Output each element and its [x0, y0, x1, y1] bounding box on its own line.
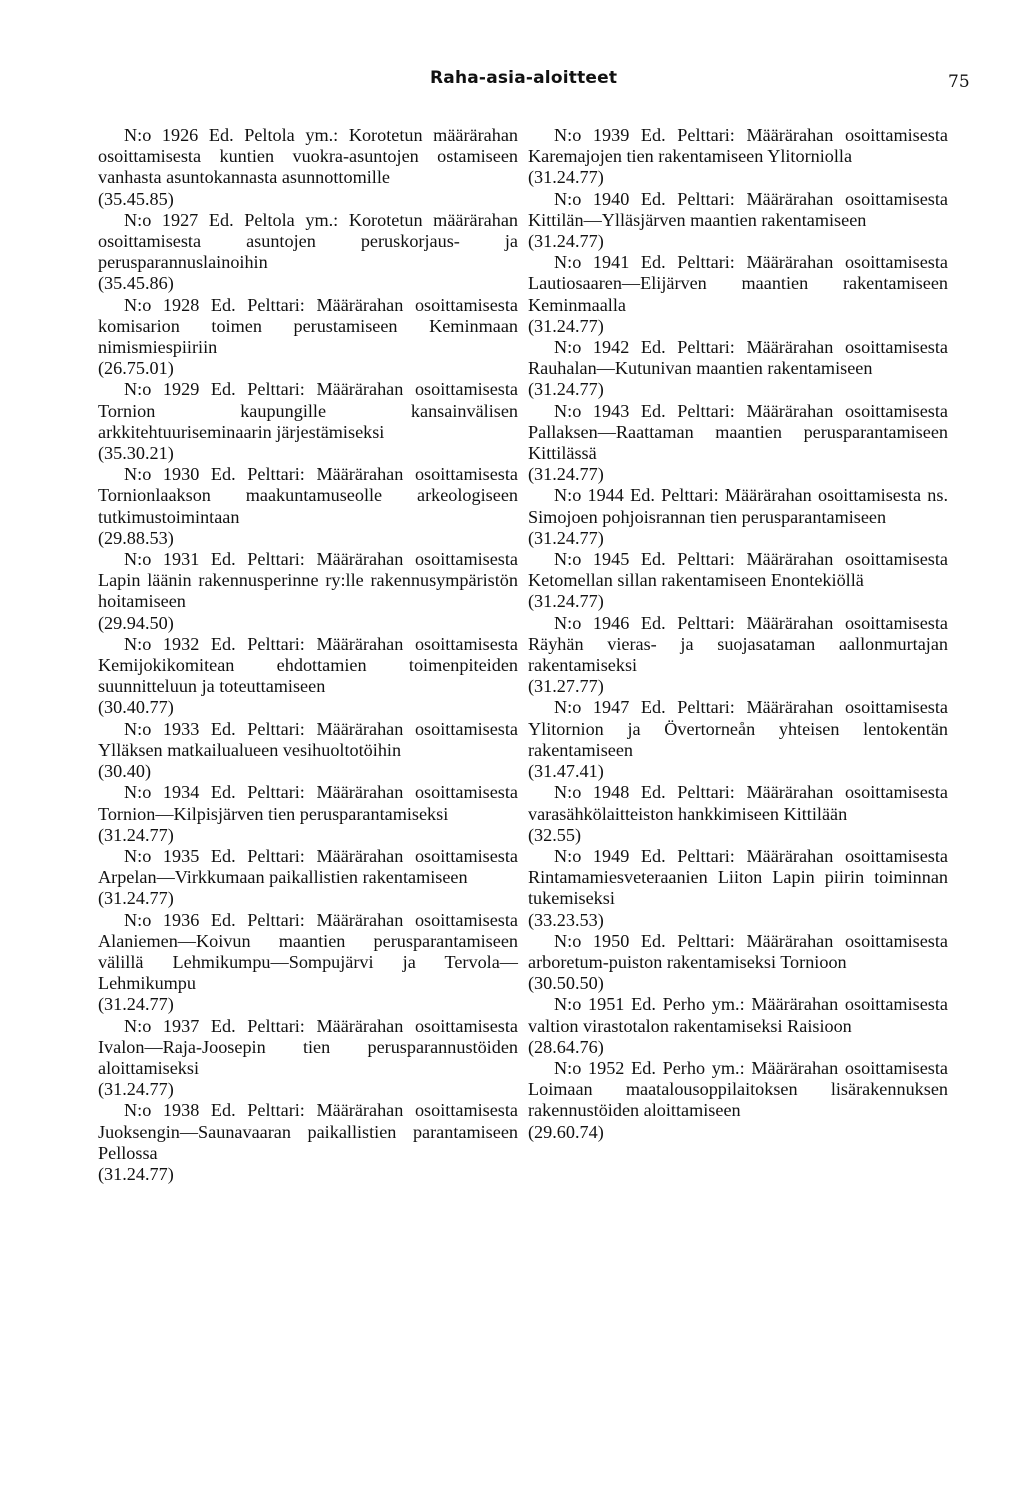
motion-entry [528, 697, 948, 782]
budget-code: (35.45.86) [98, 273, 174, 294]
motion-entry [528, 252, 948, 337]
budget-code: (33.23.53) [528, 909, 604, 930]
motion-text: N:o 1931 Ed. Pelttari: Määrärahan osoittamisesta Lapin läänin rakennusperinne ry:lle rakennusympäristön hoitamiseen [98, 549, 518, 612]
motion-text: N:o 1950 Ed. Pelttari: Määrärahan osoittamisesta arboretum-puiston rakentamiseksi Tornioon [528, 930, 948, 972]
right-column [528, 125, 948, 1143]
motion-text: N:o 1942 Ed. Pelttari: Määrärahan osoittamisesta Rauhalan—Kutunivan maantien rakentamiseen [528, 337, 948, 379]
motion-entry [528, 337, 948, 401]
page-number: 75 [948, 72, 970, 92]
motion-text: N:o 1944 Ed. Pelttari: Määrärahan osoittamisesta ns. Simojoen pohjoisrannan tien perusparantamiseen [528, 485, 948, 527]
budget-code: (31.24.77) [528, 379, 604, 400]
motion-text: N:o 1935 Ed. Pelttari: Määrärahan osoittamisesta Arpelan—Virkkumaan paikallistien rakentamiseen [98, 845, 518, 888]
budget-code: (29.60.74) [528, 1121, 604, 1142]
motion-text: N:o 1932 Ed. Pelttari: Määrärahan osoittamisesta Kemijokikomitean ehdottamien toimenpiteiden suunnitteluun ja toteuttamiseen [98, 633, 518, 697]
motion-entry [528, 1058, 948, 1143]
motion-entry [98, 634, 518, 719]
budget-code: (29.88.53) [98, 527, 174, 548]
motion-entry [528, 782, 948, 846]
motion-entry [528, 994, 948, 1058]
motion-entry [98, 910, 518, 1016]
budget-code: (31.24.77) [98, 824, 174, 845]
motion-text: N:o 1938 Ed. Pelttari: Määrärahan osoittamisesta Juoksengin—Saunavaaran paikallistien parantamiseen Pellossa [98, 1100, 518, 1163]
motion-entry [98, 379, 518, 464]
motion-text: N:o 1948 Ed. Pelttari: Määrärahan osoittamisesta varasähkölaitteiston hankkimiseen Kittilään [528, 782, 948, 824]
motion-text: N:o 1930 Ed. Pelttari: Määrärahan osoittamisesta Tornionlaakson maakuntamuseolle arkeologiseen tutkimustoimintaan [98, 464, 518, 527]
motion-text: N:o 1928 Ed. Pelttari: Määrärahan osoittamisesta komisarion toimen perustamiseen Keminmaan nimismiespiiriin [98, 294, 518, 358]
motion-text: N:o 1926 Ed. Peltola ym.: Korotetun määrärahan osoittamisesta kuntien vuokra-asuntojen ostamiseen vanhasta asuntokannasta asunnottomille [98, 125, 518, 188]
page-header [0, 68, 1024, 98]
motion-text: N:o 1946 Ed. Pelttari: Määrärahan osoittamisesta Räyhän vieras- ja suojasataman aallonmurtajan rakentamiseksi [528, 612, 948, 676]
motion-entry [98, 719, 518, 783]
motion-text: N:o 1927 Ed. Peltola ym.: Korotetun määrärahan osoittamisesta asuntojen peruskorjaus- ja perusparannuslainoihin [98, 209, 518, 273]
motion-text: N:o 1949 Ed. Pelttari: Määrärahan osoittamisesta Rintamamiesveteraanien Liiton Lapin piirin toiminnan tukemiseksi [528, 845, 948, 909]
motion-entry [528, 549, 948, 613]
budget-code: (31.24.77) [528, 591, 604, 612]
motion-entry [528, 931, 948, 995]
budget-code: (30.50.50) [528, 973, 604, 994]
budget-code: (30.40) [98, 761, 152, 782]
motion-entry [98, 125, 518, 210]
budget-code: (31.24.77) [98, 994, 174, 1015]
motion-entry [528, 401, 948, 486]
motion-entry [98, 846, 518, 910]
motion-text: N:o 1933 Ed. Pelttari: Määrärahan osoittamisesta Ylläksen matkailualueen vesihuoltotöihin [98, 718, 518, 760]
motion-entry [98, 1100, 518, 1185]
budget-code: (31.24.77) [98, 1079, 174, 1100]
left-column [98, 125, 518, 1185]
motion-entry [528, 189, 948, 253]
motion-entry [98, 295, 518, 380]
budget-code: (31.24.77) [528, 167, 604, 188]
motion-entry [98, 1016, 518, 1101]
budget-code: (31.24.77) [528, 527, 604, 548]
budget-code: (31.24.77) [528, 464, 604, 485]
budget-code: (35.45.85) [98, 188, 174, 209]
budget-code: (31.24.77) [98, 1163, 174, 1184]
motion-entry [98, 210, 518, 295]
motion-entry [528, 485, 948, 549]
budget-code: (31.24.77) [98, 888, 174, 909]
motion-text: N:o 1952 Ed. Perho ym.: Määrärahan osoittamisesta Loimaan maatalousoppilaitoksen lisärakennuksen rakennustöiden aloittamiseen [528, 1057, 948, 1121]
motion-text: N:o 1947 Ed. Pelttari: Määrärahan osoittamisesta Ylitornion ja Övertorneån yhteisen lentokentän rakentamiseen [528, 697, 948, 760]
budget-code: (28.64.76) [528, 1036, 604, 1057]
motion-text: N:o 1945 Ed. Pelttari: Määrärahan osoittamisesta Ketomellan sillan rakentamiseen Enontekiöllä [528, 549, 948, 591]
motion-text: N:o 1937 Ed. Pelttari: Määrärahan osoittamisesta Ivalon—Raja-Joosepin tien perusparannustöiden aloittamiseksi [98, 1015, 518, 1078]
motion-text: N:o 1929 Ed. Pelttari: Määrärahan osoittamisesta Tornion kaupungille kansainvälisen arkkitehtuuriseminaarin järjestämiseksi [98, 379, 518, 442]
motion-text: N:o 1941 Ed. Pelttari: Määrärahan osoittamisesta Lautiosaaren—Elijärven maantien rakentamiseen Keminmaalla [528, 252, 948, 315]
budget-code: (31.27.77) [528, 676, 604, 697]
budget-code: (31.47.41) [528, 761, 604, 782]
motion-text: N:o 1951 Ed. Perho ym.: Määrärahan osoittamisesta valtion virastotalon rakentamiseksi Raisioon [528, 994, 948, 1036]
budget-code: (35.30.21) [98, 443, 174, 464]
motion-entry [528, 125, 948, 189]
motion-text: N:o 1934 Ed. Pelttari: Määrärahan osoittamisesta Tornion—Kilpisjärven tien perusparantamiseksi [98, 782, 518, 824]
motion-entry [528, 613, 948, 698]
motion-text: N:o 1940 Ed. Pelttari: Määrärahan osoittamisesta Kittilän—Ylläsjärven maantien rakentamiseen [528, 188, 948, 230]
motion-entry [98, 464, 518, 549]
motion-entry [98, 782, 518, 846]
motion-entry [98, 549, 518, 634]
budget-code: (30.40.77) [98, 697, 174, 718]
motion-entry [528, 846, 948, 931]
motion-text: N:o 1936 Ed. Pelttari: Määrärahan osoittamisesta Alaniemen—Koivun maantien perusparantamiseen välillä Lehmikumpu—Sompujärvi ja Tervola—Lehmikumpu [98, 909, 518, 994]
motion-text: N:o 1939 Ed. Pelttari: Määrärahan osoittamisesta Karemajojen tien rakentamiseen Ylitorniolla [528, 125, 948, 167]
budget-code: (31.24.77) [528, 315, 604, 336]
budget-code: (26.75.01) [98, 358, 174, 379]
running-title: Raha-asia-aloitteet [430, 68, 618, 88]
budget-code: (32.55) [528, 824, 582, 845]
motion-text: N:o 1943 Ed. Pelttari: Määrärahan osoittamisesta Pallaksen—Raattaman maantien perusparantamiseen Kittilässä [528, 400, 948, 464]
budget-code: (29.94.50) [98, 612, 174, 633]
budget-code: (31.24.77) [528, 231, 604, 252]
